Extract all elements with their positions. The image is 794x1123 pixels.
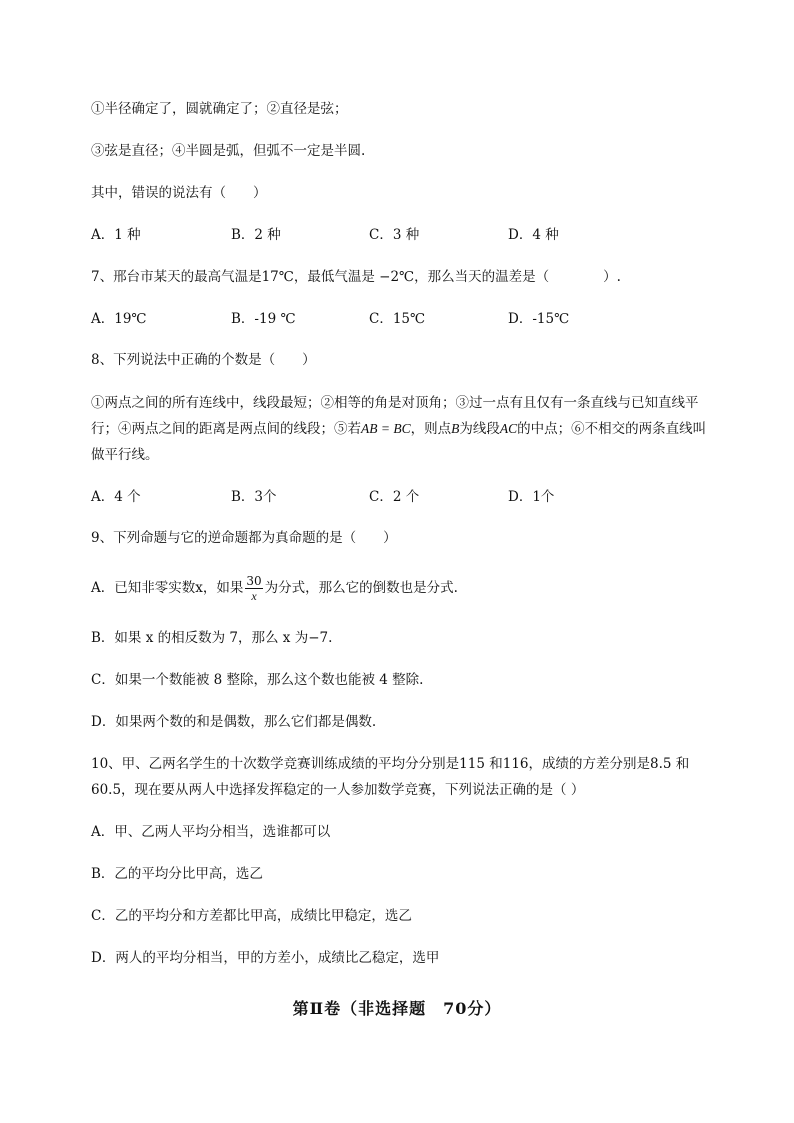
q10-option-a: A．甲、乙两人平均分相当，选谁都可以 — [91, 824, 331, 840]
q9-fraction-denominator: x — [251, 589, 257, 603]
q9-option-c: C．如果一个数能被 8 整除，那么这个数也能被 4 整除. — [91, 672, 424, 688]
q7-option-a: A．19℃ — [91, 311, 147, 327]
q8-option-c: C．2 个 — [369, 489, 420, 505]
q7-stem: 7、邢台市某天的最高气温是17℃，最低气温是 −2℃，那么当天的温差是（ ）. — [91, 269, 621, 285]
q7-option-c: C．15℃ — [369, 311, 426, 327]
q8-text-part3: 为线段 — [459, 421, 500, 437]
q9-stem: 9、下列命题与它的逆命题都为真命题的是（ ） — [91, 530, 397, 546]
q8-text-part2: ，则点 — [410, 421, 452, 437]
q8-math-point: B — [451, 421, 460, 436]
q8-math-equation: AB = BC — [361, 421, 411, 436]
q7-option-d: D．-15℃ — [508, 311, 570, 327]
q6-statement-line1: ①半径确定了，圆就确定了；②直径是弦； — [91, 101, 348, 117]
q6-options — [91, 225, 711, 245]
q6-option-d: D．4 种 — [508, 227, 559, 243]
q8-math-segment: AC — [499, 421, 518, 436]
q9-option-a-part2: 为分式，那么它的倒数也是分式. — [264, 580, 458, 596]
q7-option-b: B．-19 ℃ — [231, 311, 296, 327]
q9-option-a — [91, 568, 458, 608]
q9-fraction — [245, 574, 262, 603]
q8-text-part4: 的中点；⑥不相交的两条直线叫做平行线。 — [91, 421, 707, 463]
q6-statement-line2: ③弦是直径；④半圆是弧，但弧不一定是半圆. — [91, 143, 366, 159]
q9-option-a-part1: A．已知非零实数x，如果 — [91, 580, 244, 596]
q10-option-d: D．两人的平均分相当，甲的方差小，成绩比乙稳定，选甲 — [91, 950, 440, 966]
q6-option-a: A．1 种 — [91, 227, 141, 243]
q6-option-b: B．2 种 — [231, 227, 281, 243]
q8-options — [91, 487, 711, 507]
q8-stem: 8、下列说法中正确的个数是（ ） — [91, 352, 316, 368]
q6-stem: 其中，错误的说法有（ ） — [91, 185, 267, 201]
q10-option-b: B．乙的平均分比甲高，选乙 — [91, 866, 263, 882]
q8-statements — [91, 390, 711, 468]
q8-option-b: B．3个 — [231, 489, 277, 505]
q10-option-c: C．乙的平均分和方差都比甲高，成绩比甲稳定，选乙 — [91, 908, 412, 924]
section-heading: 第Ⅱ卷（非选择题 70分） — [292, 999, 502, 1018]
q9-option-b: B．如果 x 的相反数为 7，那么 x 为−7. — [91, 630, 333, 646]
q8-option-d: D．1个 — [508, 489, 555, 505]
q9-fraction-numerator: 30 — [246, 574, 262, 588]
q8-option-a: A．4 个 — [91, 489, 141, 505]
q9-option-d: D．如果两个数的和是偶数，那么它们都是偶数. — [91, 714, 377, 730]
q8-text-part1: ①两点之间的所有连线中，线段最短；②相等的角是对顶角；③过一点有且仅有一条直线与已知直线平行；④两点之间的距离是两点间的线段；⑤若 — [91, 395, 699, 437]
q7-options — [91, 309, 711, 329]
q10-stem: 10、甲、乙两名学生的十次数学竞赛训练成绩的平均分分别是115 和116，成绩的方差分别是8.5 和60.5，现在要从两人中选择发挥稳定的一人参加数学竞赛，下列说法正确的是（ ） — [91, 756, 690, 798]
q6-option-c: C．3 种 — [369, 227, 420, 243]
